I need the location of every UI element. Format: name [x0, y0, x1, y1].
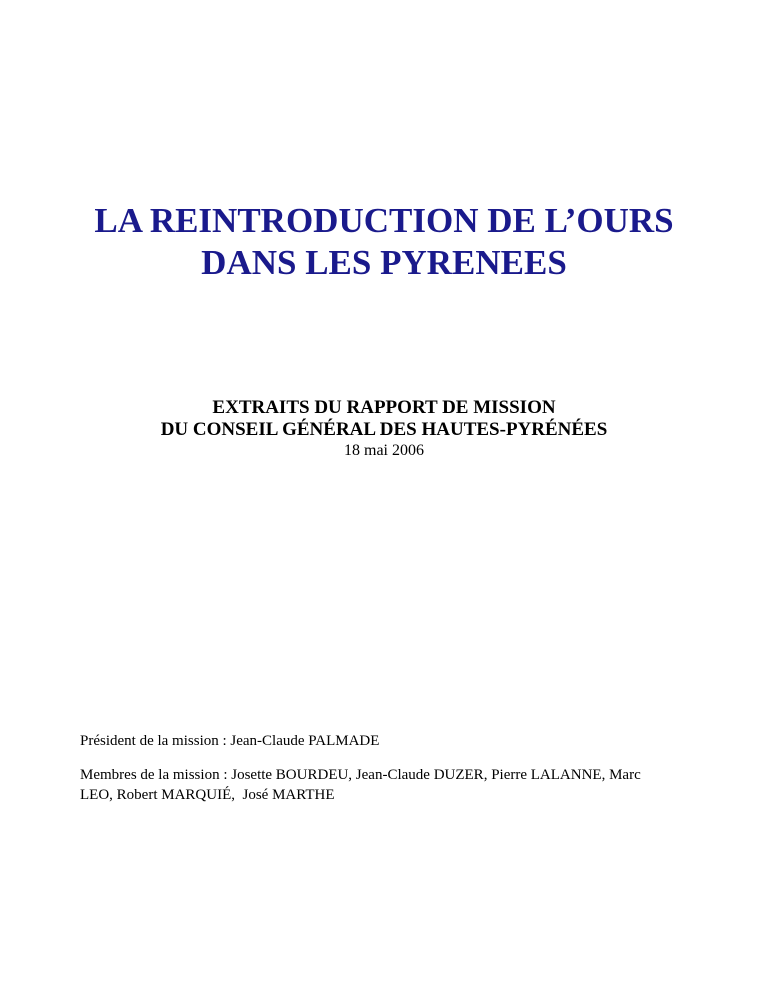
document-title-line-2: DANS LES PYRENEES — [201, 243, 567, 282]
mission-members-line-2: LEO, Robert MARQUIÉ, José MARTHE — [80, 787, 335, 803]
mission-members — [80, 765, 700, 805]
document-title-line-1: LA REINTRODUCTION DE L’OURS — [94, 201, 674, 240]
subtitle-line-2: DU CONSEIL GÉNÉRAL DES HAUTES-PYRÉNÉES — [160, 419, 608, 440]
mission-president: Président de la mission : Jean-Claude PALMADE — [80, 733, 380, 749]
report-date: 18 mai 2006 — [344, 442, 424, 459]
subtitle-line-1: EXTRAITS DU RAPPORT DE MISSION — [212, 397, 556, 418]
mission-members-line-1: Membres de la mission : Josette BOURDEU, Jean-Claude DUZER, Pierre LALANNE, Marc — [80, 767, 641, 783]
